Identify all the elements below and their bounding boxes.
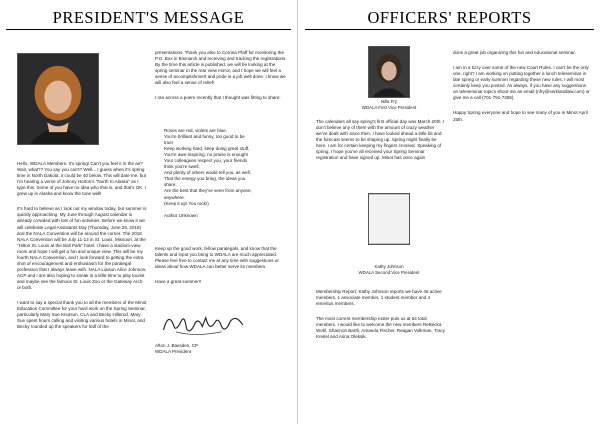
poem-line: share,: [164, 182, 177, 188]
poem-line: You're awe-inspiring, no praise is enough!: [164, 152, 249, 158]
page-heading: PRESIDENT'S MESSAGE: [52, 8, 245, 27]
paragraph: Membership Report: Kathy Johnson reports we have 48 active members, 1 associate member, 1 student member and 4 emeritus members.: [316, 289, 442, 307]
paragraph: I am in a tizzy over some of the new Court Rules. I can't be the only one, right? I am working on putting together a lunch teleseminar in late spring or early summer regarding these new rules. I will most certainly keep you posted. As always, if you have any suggestions on teleseminar topics shoot me an email (nfry@serklandlaw.com) or give me a call (701-751-7355).: [453, 65, 590, 101]
paragraph: Hello, WDALA Members. It's spring! Can't you feel it in the air? Wait, what?? You say you can't? Well... I guess when it's spring time in North Dakota, it could be 40 below. This will date me, but I'm hearing a verse of Johnny Horton's "North to Alaska" as I type this. Some of you have no idea who that is, and that's OK. I grew up in Alaska and know the tune well!: [17, 161, 147, 197]
first-vp-title: WDALA First Vice President: [361, 104, 417, 110]
paragraph: The calendars all say spring's first official day was March 20th. I don't believe any of them with the amount of crazy weather we've dealt with since then. I have looked ahead a little bit and the forecast seems to be shaping up. Spring might finally be here. I am for certain keeping my fingers crossed. Speaking of spring, I hope you've all received your Spring Seminar registration and have signed up. Minot has once again: [316, 119, 445, 161]
president-title: WDALA President: [155, 349, 192, 354]
paragraph: The most current membership roster puts us at 54 total members. I would like to welcome the new members ReBecka Wohl, Shannon Barth, Amanda Fischer, Reagan Volkman, Tracy Kreitel and Anna Oleksik.: [316, 316, 446, 340]
president-col2-text-bottom: [155, 240, 287, 310]
paragraph: Keep up the good work, fellow paralegals, and know that the talents and input you bring to WDALA are much appreciated. Please feel free to contact me at any time with suggestions or ideas about how WDALA can better serve its members.: [155, 246, 279, 270]
poem-line: And plenty of others would tell you, as well,: [164, 170, 251, 176]
poem-line: anywhere.: [164, 194, 185, 200]
poem-line: That the energy you bring, the ideas you: [164, 176, 246, 182]
paragraph: I want to say a special thank you to all the members of the Minot Education Committee for your hard work on the Spring Seminar, particularly Mary Sue Knutson, CLA and Becky Hillerud. Mary Sue spent hours calling and visiting various hotels in Minot, and Becky rounded up the speakers for half of the: [17, 300, 147, 330]
president-name: Afton J. Baesden, CP: [155, 343, 199, 348]
paragraph: It's hard to believe as I look out my window today, but summer is quickly approaching. My June through August calendar is already crowded with lots of fun activities. Before we know it we will celebrate Legal Assistants Day (Thursday, June 28, 2018) and the NALA Convention will be around the corner. The 2018 NALA Convention will be July 11-13 in St. Louis, Missouri, at the "Hilton St. Louis at the Ball Park" hotel. I have a stadium-view room and hope I will get a fun and unique view. This will be my fourth NALA Convention, and I look forward to getting the extra shot of encouragement and enthusiasm for the paralegal profession that I always leave with. NALA Liaison Alice Johnson, ACP and I are also hoping to sneak in a little time to play tourist and maybe see the famous St. Louis Zoo or the Gateway Arch or both.: [17, 206, 147, 290]
poem-line: think you're swell,: [164, 164, 200, 170]
poem-line: Keep working hard, keep doing great stuff,: [164, 146, 250, 152]
president-signature: [160, 305, 248, 341]
presidents-message-page: [0, 0, 298, 424]
paragraph: done a great job organizing this fun and educational seminar.: [453, 50, 576, 56]
paragraph: I ran across a poem recently that I thought was fitting to share:: [155, 95, 281, 101]
heading-rule: [6, 29, 291, 30]
first-vp-photo: [368, 46, 410, 98]
first-vp-report: [316, 113, 446, 195]
paragraph: Happy Spring everyone and hope to see many of you in Minot April 25th.: [453, 110, 588, 122]
second-vp-caption: [329, 264, 449, 275]
portrait-image: [369, 194, 409, 244]
heading-rule: [305, 29, 594, 30]
second-vp-title: WDALA Second Vice President: [358, 269, 420, 275]
membership-report: [316, 283, 446, 418]
portrait-image: [18, 54, 98, 144]
first-vp-name: Nilla Fry: [380, 99, 398, 104]
president-signoff: [155, 343, 275, 355]
president-col2-text-top: [155, 44, 287, 126]
first-vp-report-continued: [453, 44, 591, 224]
page-heading: OFFICERS' REPORTS: [367, 8, 532, 27]
poem-line: You're brilliant and funny, too good to be: [164, 134, 245, 140]
officers-reports-page: [299, 0, 600, 424]
second-vp-photo: [368, 193, 410, 245]
poem-line: (Keep it up! You rock!): [164, 200, 209, 206]
president-col1-text: [17, 155, 147, 420]
first-vp-caption: [329, 99, 449, 110]
poem-line: Your colleagues respect you, your friends: [164, 158, 248, 164]
poem-line: Are the best that they've seen from anyone,: [164, 188, 252, 194]
second-vp-name: Kathy Johnson: [374, 264, 404, 269]
poem-line: true!: [164, 140, 174, 146]
portrait-image: [369, 47, 409, 97]
poem-author: Author Unknown: [164, 212, 198, 218]
paragraph: Have a great summer!!: [155, 279, 202, 285]
paragraph: presentations. Thank you also to Corrina Pfaff for monitoring the P.O. Box in Bismarck and receiving and tracking the registrations. By the time this article is published, we will be looking at the spring seminar in the rear view mirror, and I hope we will feel a sense of accomplishment and pride in a job well done. I know we will also feel a sense of relief!: [155, 50, 287, 86]
poem: [164, 128, 289, 219]
president-photo: [17, 53, 99, 145]
poem-line: Roses are red, violets are blue.: [164, 128, 227, 133]
